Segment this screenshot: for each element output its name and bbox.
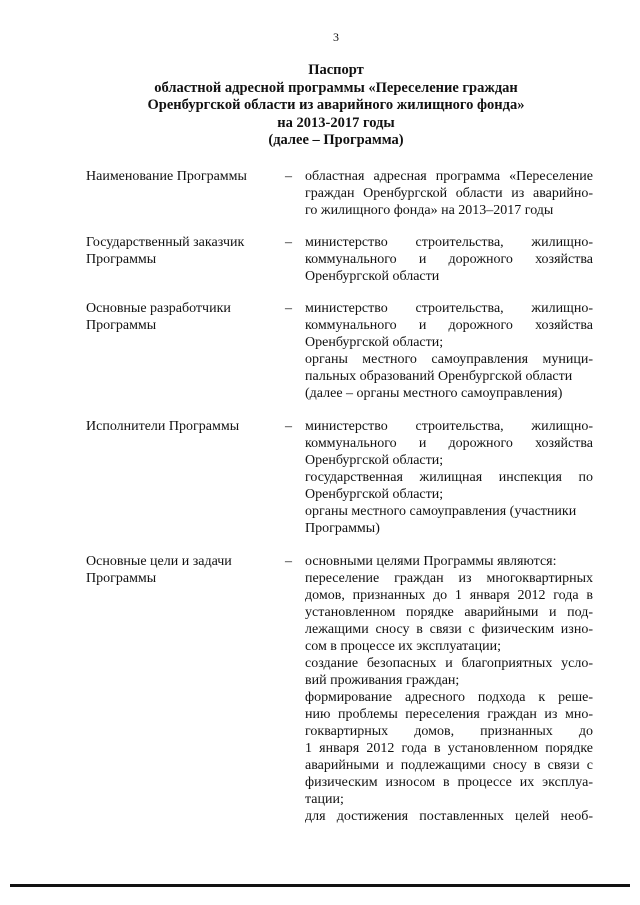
title-line: (далее – Программа) — [268, 132, 404, 148]
title-line: Оренбургской области из аварийного жилищного фонда» — [147, 97, 525, 113]
row-label — [86, 300, 276, 334]
row-value-line: пальных образований Оренбургской области — [305, 369, 573, 384]
row-label — [86, 168, 276, 185]
row-value-line: создание безопасных и благоприятных усло- — [305, 656, 593, 671]
row-value-line: установленном порядке аварийными и под- — [305, 605, 593, 620]
row-value-line: гоквартирных домов, признанных до — [305, 724, 593, 739]
row-label — [86, 234, 276, 268]
row-dash: – — [285, 554, 292, 569]
row-value-line: нию проблемы переселения граждан из мно- — [305, 707, 593, 722]
row-label-line: Программы — [86, 252, 157, 267]
row-label-line: Исполнители Программы — [86, 419, 240, 434]
row-label-line: Наименование Программы — [86, 169, 247, 184]
title-line: Паспорт — [308, 62, 364, 78]
row-value — [305, 300, 593, 402]
row-value — [305, 168, 593, 219]
row-value-line: аварийными и подлежащими сносу в связи с — [305, 758, 593, 773]
row-label — [86, 553, 276, 587]
row-value-line: коммунального и дорожного хозяйства — [305, 436, 593, 451]
row-value — [305, 234, 593, 285]
row-dash: – — [285, 169, 292, 184]
row-value-line: органы местного самоуправления муници- — [305, 352, 593, 367]
document-title — [0, 62, 640, 150]
row-value-line: Программы) — [305, 521, 380, 536]
row-value-line: коммунального и дорожного хозяйства — [305, 318, 593, 333]
row-value-line: Оренбургской области; — [305, 487, 444, 502]
row-value-line: Оренбургской области; — [305, 453, 444, 468]
row-value-line: го жилищного фонда» на 2013–2017 годы — [305, 203, 554, 218]
row-value-line: граждан Оренбургской области из аварийно- — [305, 186, 593, 201]
row-value-line: основными целями Программы являются: — [305, 554, 557, 569]
row-value-line: областная адресная программа «Переселение — [305, 169, 593, 184]
row-value-line: министерство строительства, жилищно- — [305, 419, 593, 434]
page-number: 3 — [333, 30, 339, 44]
row-value-line: сом в процессе их эксплуатации; — [305, 639, 501, 654]
row-value-line: домов, признанных до 1 января 2012 года в — [305, 588, 593, 603]
row-value-line: коммунального и дорожного хозяйства — [305, 252, 593, 267]
row-value-line: физическим износом в процессе их эксплуа- — [305, 775, 593, 790]
row-value-line: органы местного самоуправления (участники — [305, 504, 577, 519]
row-value-line: Оренбургской области; — [305, 335, 444, 350]
title-line: областной адресной программы «Переселение граждан — [154, 79, 518, 96]
row-value — [305, 553, 593, 825]
row-value-line: переселение граждан из многоквартирных — [305, 571, 593, 586]
row-value-line: для достижения поставленных целей необ- — [305, 809, 593, 824]
row-value-line: Оренбургской области — [305, 269, 440, 284]
row-value-line: лежащими сносу в связи с физическим изно- — [305, 622, 593, 637]
bottom-rule — [10, 884, 630, 887]
row-label-line: Государственный заказчик — [86, 235, 245, 250]
row-label-line: Основные разработчики — [86, 301, 231, 316]
row-dash: – — [285, 419, 292, 434]
row-value-line: министерство строительства, жилищно- — [305, 301, 593, 316]
row-label-line: Программы — [86, 571, 157, 586]
title-line: на 2013-2017 годы — [277, 114, 395, 131]
row-value-line: вий проживания граждан; — [305, 673, 460, 688]
row-label — [86, 418, 276, 435]
row-label-line: Программы — [86, 318, 157, 333]
row-value-line: государственная жилищная инспекция по — [305, 470, 593, 485]
row-value-line: министерство строительства, жилищно- — [305, 235, 593, 250]
row-value — [305, 418, 593, 537]
row-dash: – — [285, 235, 292, 250]
row-value-line: тации; — [305, 792, 344, 807]
row-dash: – — [285, 301, 292, 316]
row-value-line: формирование адресного подхода к реше- — [305, 690, 593, 705]
row-value-line: 1 января 2012 года в установленном порядке — [305, 741, 593, 756]
row-value-line: (далее – органы местного самоуправления) — [305, 386, 563, 401]
row-label-line: Основные цели и задачи — [86, 554, 232, 569]
